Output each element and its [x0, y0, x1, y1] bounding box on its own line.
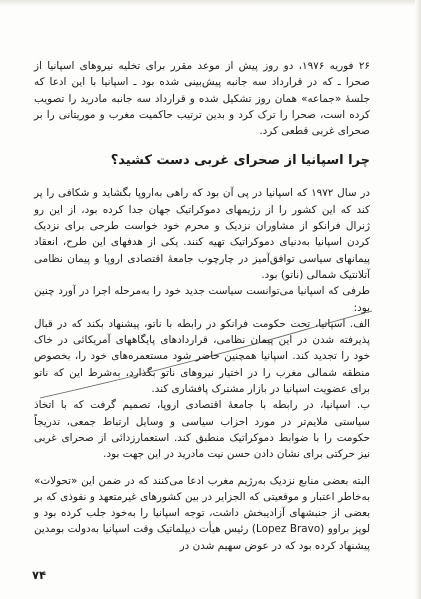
- page-number: ۷۴: [32, 568, 47, 582]
- paragraph: ب. اسپانیا، در رابطه با جامعهٔ اقتصادی اروپا، تصمیم گرفت که با اتخاذ سیاستی ملایم‌تر در مورد احزاب سیاسی و وسایل ارتباط جمعی، تدریجاً حکومت را با ضوابط دموکراتیک منطبق کند. استعمارزدائی از صحرای غربی نیز حرکتی برای نشان دادن حسن نیت مادرید در این جهت بود.: [34, 399, 370, 461]
- scan-edge-top: [0, 0, 421, 6]
- paragraph-gap: [34, 463, 370, 473]
- paragraph: ۲۶ فوریه ۱۹۷۶، دو روز پیش از موعد مقرر برای تخلیه نیروهای اسپانیا از صحرا ـ که در قرارداد سه جانبه پیش‌بینی شده بود ـ اسپانیا با این ادعا که جلسهٔ «جماعه» همان روز تشکیل شده و قرارداد سه جانبه مادرید را تصویب کرده است، صحرا را ترک کرد و بدین ترتیب حاکمیت مغرب و موریتانی را بر صحرای غربی قطعی کرد.: [34, 60, 370, 138]
- paragraph: طرفی که اسپانیا می‌توانست سیاست جدید خود را به‌مرحله اجرا در آورد چنین بود:: [34, 285, 370, 314]
- scan-edge-right: [415, 0, 421, 599]
- document-page: [34, 58, 370, 554]
- paragraph: الف. اسپانیا، تحت حکومت فرانکو در رابطه با ناتو، پیشنهاد بکند که در قبال پذیرفته شدن در این پیمان نظامی، قراردادهای پایگاههای آمریکائی در خاک خود را تجدید کند. اسپانیا همچنین حاضر شود مستعمره‌های خود را، بخصوص منطقه شمالی مغرب را در اختیار نیروهای ناتو بگذارد، به‌شرط این که ناتو برای عضویت اسپانیا در بازار مشترک پافشاری کند.: [34, 317, 370, 396]
- paragraph: البته بعضی منابع نزدیک به‌رژیم مغرب ادعا می‌کنند که در ضمن این «تحولات» به‌خاطر اعتبار و موقعیتی که الجزایر در بین کشورهای غیرمتعهد و نفوذی که بر بعضی از جنبشهای آزادیبخش داشت، توجه اسپانیا را به‌خود جلب کرده بود و لوپز براوو (Lopez Bravo) رئیس هیأت دیپلماتیک وقت اسپانیا به‌دولت بومدین پیشنهاد کرده بود که در عوض سهیم شدن در: [34, 474, 370, 552]
- section-heading: چرا اسپانیا از صحرای غربی دست کشید؟: [110, 153, 370, 169]
- paragraph: در سال ۱۹۷۲ که اسپانیا در پی آن بود که راهی به‌اروپا بگشاید و شکافی را پر کند که این کشور را از رژیمهای دموکراتیک جهان جدا کرده بود، از این رو ژنرال فرانکو از مشاوران نزدیک و محرم خود خواست طرحی برای نزدیک کردن اسپانیا به‌دنیای دموکراتیک تهیه کنند. یکی از هدفهای این طرح، انعقاد پیمانهای سیاسی توافق‌آمیز در چارچوب جامعهٔ اقتصادی اروپا و پیمان نظامی آتلانتیک شمالی (ناتو) بود.: [34, 187, 370, 281]
